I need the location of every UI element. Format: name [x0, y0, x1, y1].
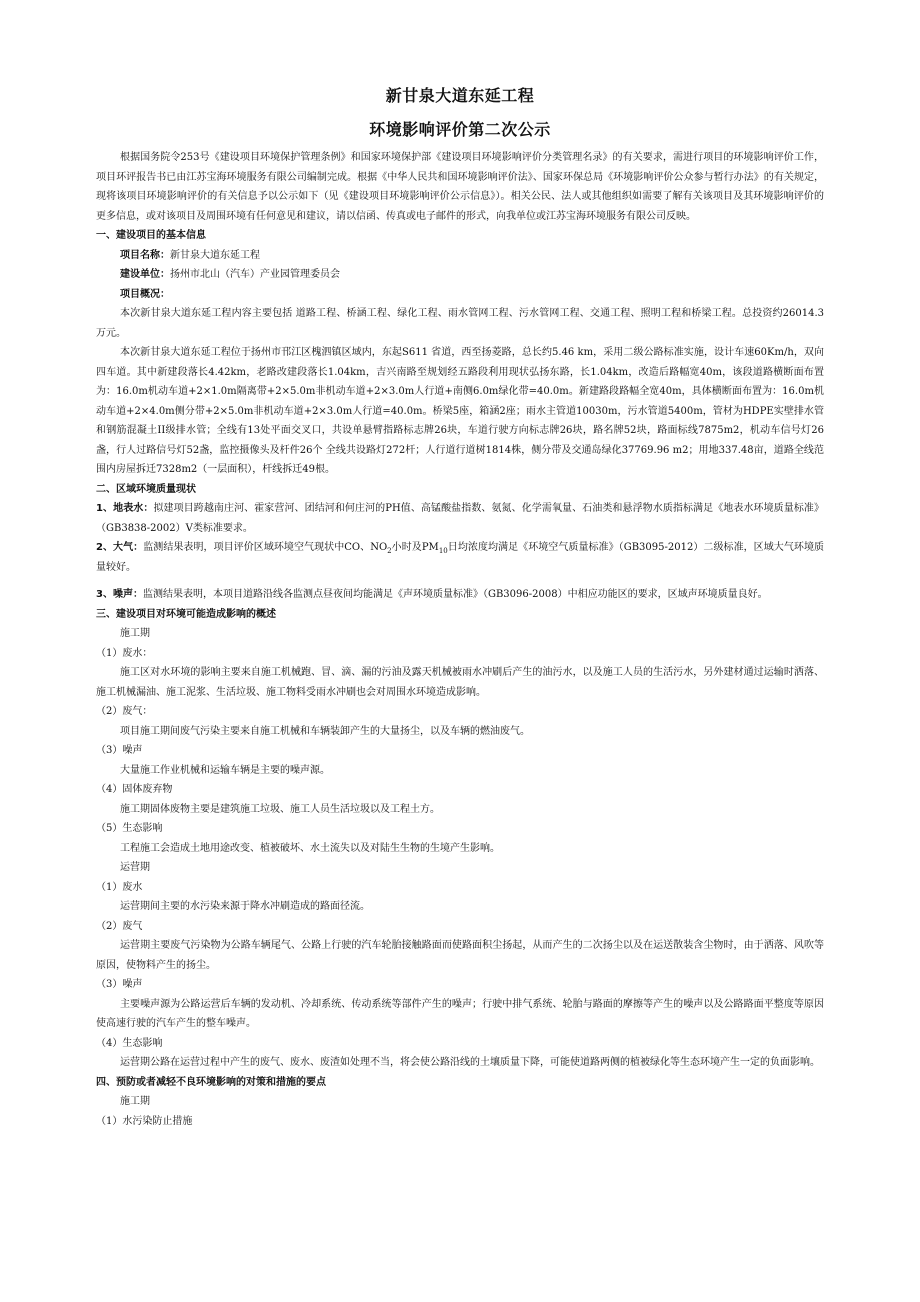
section4-construction-label: 施工期: [120, 1096, 150, 1107]
section2-heading: 二、区域环境质量现状: [96, 483, 196, 495]
project-name-label: 项目名称：: [120, 249, 170, 261]
c1-text: 施工区对水环境的影响主要来自施工机械跑、冒、滴、漏的污油及露天机械被雨水冲刷后产生的油污水，以及施工人员的生活污水，另外建材通过运输时洒落、施工机械漏油、施工泥浆、生活垃圾、施工物料受雨水冲刷也会对周围水环境造成影响。: [96, 667, 824, 698]
c3-title: （3）噪声: [96, 745, 143, 756]
c5-title: （5）生态影响: [96, 823, 163, 834]
c4-text: 施工期固体废物主要是建筑施工垃圾、施工人员生活垃圾以及工程土方。: [120, 803, 440, 815]
air-text-a: 监测结果表明，项目评价区域环境空气现状中CO、NO: [143, 542, 388, 553]
air-text-c: 日均浓度均满足《环境空气质量标准》（GB3095-2012）二级标准，区域大气环境质量较好。: [96, 542, 824, 573]
document-title: 新甘泉大道东延工程: [385, 86, 535, 105]
spacer: [96, 577, 824, 585]
o1-text: 运营期间主要的水污染来源于降水冲刷造成的路面径流。: [120, 901, 370, 912]
c2-title: （2）废气：: [96, 706, 153, 717]
noise-text: 监测结果表明，本项目道路沿线各监测点昼夜间均能满足《声环境质量标准》（GB3096-2008）中相应功能区的要求，区域声环境质量良好。: [142, 589, 768, 600]
overview-paragraph-2: 本次新甘泉大道东延工程位于扬州市邗江区槐泗镇区域内，东起S611 省道，西至扬菱路，总长约5.46 km，采用二级公路标准实施，设计车速60Km/h，双向四车道。其中新建段落长4.42km，老路改建段落长1.04km，吉兴南路至规划经五路段利用现状弘扬东路，长1.04km，改造后路幅宽40m，该段道路横断面布置为：16.0m机动车道+2×1.0m隔离带+2×5.0m非机动车道+2×3.0m人行道+南侧6.0m绿化带=40.0m。新建路段路幅全宽40m，具体横断面布置为：16.0m机动车道+2×4.0m侧分带+2×5.0m非机动车道+2×3.0m人行道=40.0m。桥梁5座，箱涵2座；雨水主管道10030m，污水管道5400m，管材为HDPE实壁排水管和钢筋混凝土II级排水管；全线有13处平面交叉口，共设单悬臂指路标志牌26块，车道行驶方向标志牌26块，路名牌52块，路面标线7875m2，机动车信号灯26盏，行人过路信号灯52盏，监控摄像头及杆件26个 全线共设路灯272杆；人行道行道树1814株，侧分带及交通岛绿化37769.96 m2；用地337.48亩，道路全线范围内房屋拆迁7328m2（一层面积），杆线拆迁49根。: [96, 347, 824, 475]
construction-period-label: 施工期: [120, 628, 150, 639]
overview-paragraph-1: 本次新甘泉大道东延工程内容主要包括 道路工程、桥涵工程、绿化工程、雨水管网工程、污水管网工程、交通工程、照明工程和桥梁工程。总投资约26014.3万元。: [96, 308, 824, 339]
o4-title: （4）生态影响: [96, 1037, 163, 1049]
project-name-line: [96, 246, 824, 266]
surface-water-label: 1、地表水：: [96, 503, 154, 514]
air-text-b: 小时及PM: [391, 542, 439, 553]
surface-water-paragraph: [96, 499, 824, 538]
c1-title: （1）废水：: [96, 647, 153, 659]
w1-title: （1）水污染防止措施: [96, 1115, 193, 1127]
construction-unit-line: [96, 265, 824, 285]
o1-title: （1）废水: [96, 881, 143, 893]
o4-text: 运营期公路在运营过程中产生的废气、废水、废渣如处理不当，将会使公路沿线的土壤质量下降，可能使道路两侧的植被绿化等生态环境产生一定的负面影响。: [120, 1057, 820, 1068]
document-page: [96, 84, 824, 1131]
noise-label: 3、噪声：: [96, 589, 143, 600]
o2-text: 运营期主要废气污染物为公路车辆尾气、公路上行驶的汽车轮胎接触路面而使路面积尘扬起，从而产生的二次扬尘以及在运送散装含尘物时，由于洒落、风吹等原因，使物料产生的扬尘。: [96, 940, 824, 971]
project-overview-label: 项目概况：: [120, 288, 170, 300]
operation-period-label: 运营期: [120, 862, 150, 873]
c2-text: 项目施工期间废气污染主要来自施工机械和车辆装卸产生的大量扬尘，以及车辆的燃油废气。: [120, 725, 530, 737]
intro-paragraph: 根据国务院令253号《建设项目环境保护管理条例》和国家环境保护部《建设项目环境影响评价分类管理名录》的有关要求，需进行项目的环境影响评价工作，项目环评报告书已由江苏宝海环境服务有限公司编制完成。根据《中华人民共和国环境影响评价法》、国家环保总局《环境影响评价公众参与暂行办法》的有关规定，现将该项目环境影响评价的有关信息予以公示如下（见《建设项目环境影响评价公示信息》）。相关公民、法人或其他组织如需要了解有关该项目及其环境影响评价的更多信息，或对该项目及周围环境有任何意见和建议，请以信函、传真或电子邮件的形式，向我单位或江苏宝海环境服务有限公司反映。: [96, 152, 824, 222]
air-paragraph: [96, 538, 824, 577]
construction-unit-value: 扬州市北山（汽车）产业园管理委员会: [170, 269, 340, 280]
air-label: 2、大气：: [96, 542, 144, 553]
no2-subscript: 2: [387, 547, 392, 555]
surface-water-text: 拟建项目跨越南庄河、霍家营河、团结河和何庄河的PH值、高锰酸盐指数、氨氮、化学需氧量、石油类和悬浮物水质指标满足《地表水环境质量标准》（GB3838-2002）V类标准要求。: [96, 503, 824, 534]
document-subtitle: 环境影响评价第二次公示: [369, 120, 551, 139]
c3-text: 大量施工作业机械和运输车辆是主要的噪声源。: [120, 764, 330, 776]
o3-text: 主要噪声源为公路运营后车辆的发动机、冷却系统、传动系统等部件产生的噪声；行驶中排气系统、轮胎与路面的摩擦等产生的噪声以及公路路面平整度等原因使高速行驶的汽车产生的整车噪声。: [96, 998, 824, 1029]
section4-heading: 四、预防或者减轻不良环境影响的对策和措施的要点: [96, 1076, 326, 1088]
construction-unit-label: 建设单位：: [120, 269, 170, 280]
c5-text: 工程施工会造成土地用途改变、植被破坏、水土流失以及对陆生生物的生境产生影响。: [120, 842, 500, 854]
pm10-subscript: 10: [438, 547, 448, 555]
section3-heading: 三、建设项目对环境可能造成影响的概述: [96, 608, 276, 620]
c4-title: （4）固体废弃物: [96, 784, 173, 795]
noise-paragraph: [96, 585, 824, 605]
o2-title: （2）废气: [96, 920, 143, 932]
o3-title: （3）噪声: [96, 979, 143, 990]
project-name-value: 新甘泉大道东延工程: [170, 249, 260, 261]
section1-heading: 一、建设项目的基本信息: [96, 230, 206, 241]
